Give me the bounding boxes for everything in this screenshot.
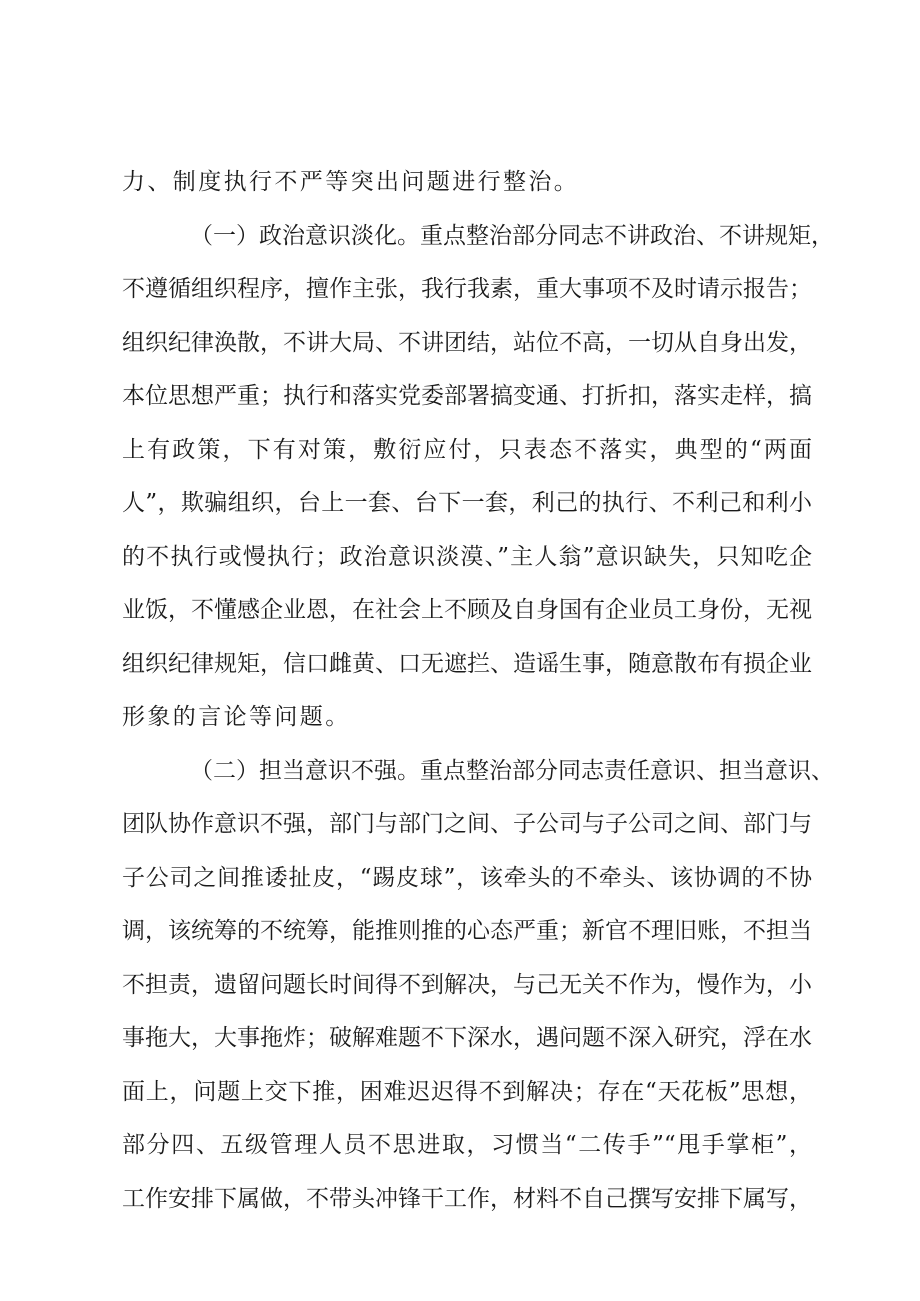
text-line: 面上，问题上交下推，困难迟迟得不到解决；存在“天花板”思想， xyxy=(122,1078,812,1105)
text-line: 力、制度执行不严等突出问题进行整治。 xyxy=(122,169,580,195)
body-text xyxy=(122,156,834,1226)
text-line: 业饭，不懂感企业恩，在社会上不顾及自身国有企业员工身份，无视 xyxy=(122,597,812,623)
text-line: 事拖大，大事拖炸；破解难题不下深水，遇问题不深入研究，浮在水 xyxy=(122,1025,812,1051)
text-line: 调，该统筹的不统筹，能推则推的心态严重；新官不理旧账，不担当 xyxy=(122,918,812,944)
text-line: 不担责，遗留问题长时间得不到解决，与己无关不作为，慢作为，小 xyxy=(122,971,812,998)
section-heading-line: （二）担当意识不强。重点整治部分同志责任意识、担当意识、 xyxy=(190,757,834,784)
text-line: 形象的言论等问题。 xyxy=(122,704,351,730)
section-heading-line: （一）政治意识淡化。重点整治部分同志不讲政治、不讲规矩， xyxy=(190,222,834,249)
text-line: 人”，欺骗组织，台上一套、台下一套，利己的执行、不利己和利小 xyxy=(122,490,812,516)
text-line: 工作安排下属做，不带头冲锋干工作，材料不自己撰写安排下属写， xyxy=(122,1185,812,1212)
text-line: 团队协作意识不强，部门与部门之间、子公司与子公司之间、部门与 xyxy=(122,811,812,837)
text-line: 的不执行或慢执行；政治意识淡漠、”主人翁”意识缺失，只知吃企 xyxy=(122,543,812,570)
text-line: 不遵循组织程序，擅作主张，我行我素，重大事项不及时请示报告； xyxy=(122,276,812,302)
text-line: 上有政策，下有对策，敷衍应付，只表态不落实，典型的“两面 xyxy=(122,436,812,463)
text-line: 组织纪律规矩，信口雌黄、口无遮拦、造谣生事，随意散布有损企业 xyxy=(122,650,812,677)
text-line: 本位思想严重；执行和落实党委部署搞变通、打折扣，落实走样，搞 xyxy=(122,383,812,409)
text-line: 组织纪律涣散，不讲大局、不讲团结，站位不高，一切从自身出发， xyxy=(122,329,812,356)
text-line: 子公司之间推诿扯皮，“踢皮球”，该牵头的不牵头、该协调的不协 xyxy=(122,864,812,891)
text-line: 部分四、五级管理人员不思进取，习惯当“二传手”“甩手掌柜”， xyxy=(122,1132,812,1158)
